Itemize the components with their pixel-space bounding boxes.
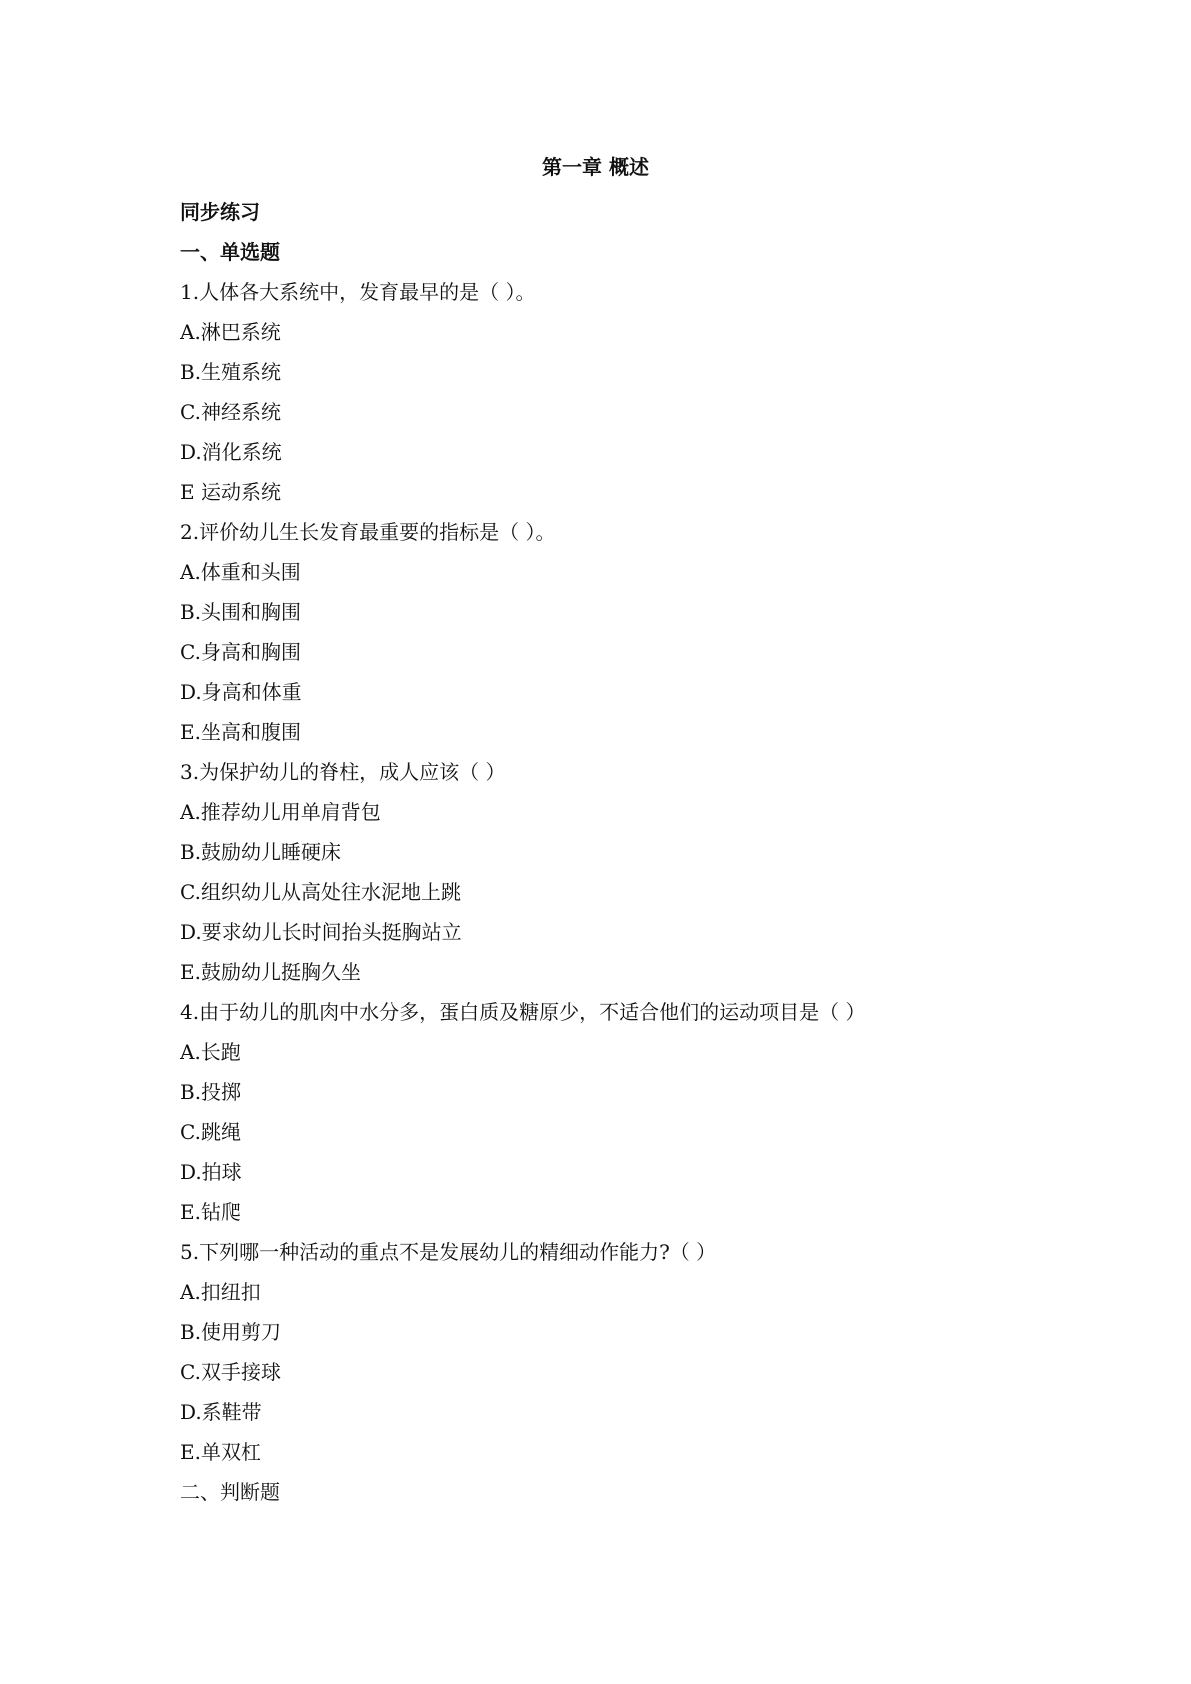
answer-option: E.坐高和腹围 xyxy=(180,720,301,744)
part-two-heading: 二、判断题 xyxy=(180,1480,280,1504)
answer-option: D.消化系统 xyxy=(180,440,282,464)
answer-option: E.钻爬 xyxy=(180,1200,241,1224)
question-block xyxy=(180,1232,1040,1472)
question-block xyxy=(180,752,1040,992)
answer-option: B.使用剪刀 xyxy=(180,1320,282,1344)
answer-option: D.系鞋带 xyxy=(180,1400,262,1424)
answer-option: C.身高和胸围 xyxy=(180,640,301,664)
answer-option: B.投掷 xyxy=(180,1080,242,1104)
answer-option: A.长跑 xyxy=(180,1040,241,1064)
question-stem: 1.人体各大系统中，发育最早的是（ ）。 xyxy=(180,280,536,304)
answer-option: E 运动系统 xyxy=(180,480,281,504)
section-heading: 同步练习 xyxy=(180,200,260,224)
answer-option: D.要求幼儿长时间抬头挺胸站立 xyxy=(180,920,462,944)
answer-option: D.身高和体重 xyxy=(180,680,302,704)
document-body xyxy=(180,192,1040,1512)
question-stem: 4.由于幼儿的肌肉中水分多，蛋白质及糖原少，不适合他们的运动项目是（ ） xyxy=(180,1000,866,1024)
answer-option: B.头围和胸围 xyxy=(180,600,302,624)
answer-option: A.扣纽扣 xyxy=(180,1280,261,1304)
answer-option: A.体重和头围 xyxy=(180,560,301,584)
question-block xyxy=(180,272,1040,512)
answer-option: C.双手接球 xyxy=(180,1360,281,1384)
answer-option: C.跳绳 xyxy=(180,1120,241,1144)
part-one-heading: 一、单选题 xyxy=(180,240,280,264)
answer-option: B.鼓励幼儿睡硬床 xyxy=(180,840,342,864)
answer-option: E.鼓励幼儿挺胸久坐 xyxy=(180,960,361,984)
chapter-title: 第一章 概述 xyxy=(542,155,649,179)
answer-option: D.拍球 xyxy=(180,1160,242,1184)
answer-option: A.淋巴系统 xyxy=(180,320,281,344)
answer-option: B.生殖系统 xyxy=(180,360,282,384)
question-stem: 5.下列哪一种活动的重点不是发展幼儿的精细动作能力?（ ） xyxy=(180,1240,717,1264)
question-block xyxy=(180,512,1040,752)
question-stem: 2.评价幼儿生长发育最重要的指标是（ ）。 xyxy=(180,520,556,544)
question-stem: 3.为保护幼儿的脊柱，成人应该（ ） xyxy=(180,760,506,784)
answer-option: C.组织幼儿从高处往水泥地上跳 xyxy=(180,880,461,904)
answer-option: A.推荐幼儿用单肩背包 xyxy=(180,800,381,824)
answer-option: C.神经系统 xyxy=(180,400,281,424)
answer-option: E.单双杠 xyxy=(180,1440,261,1464)
question-block xyxy=(180,992,1040,1232)
